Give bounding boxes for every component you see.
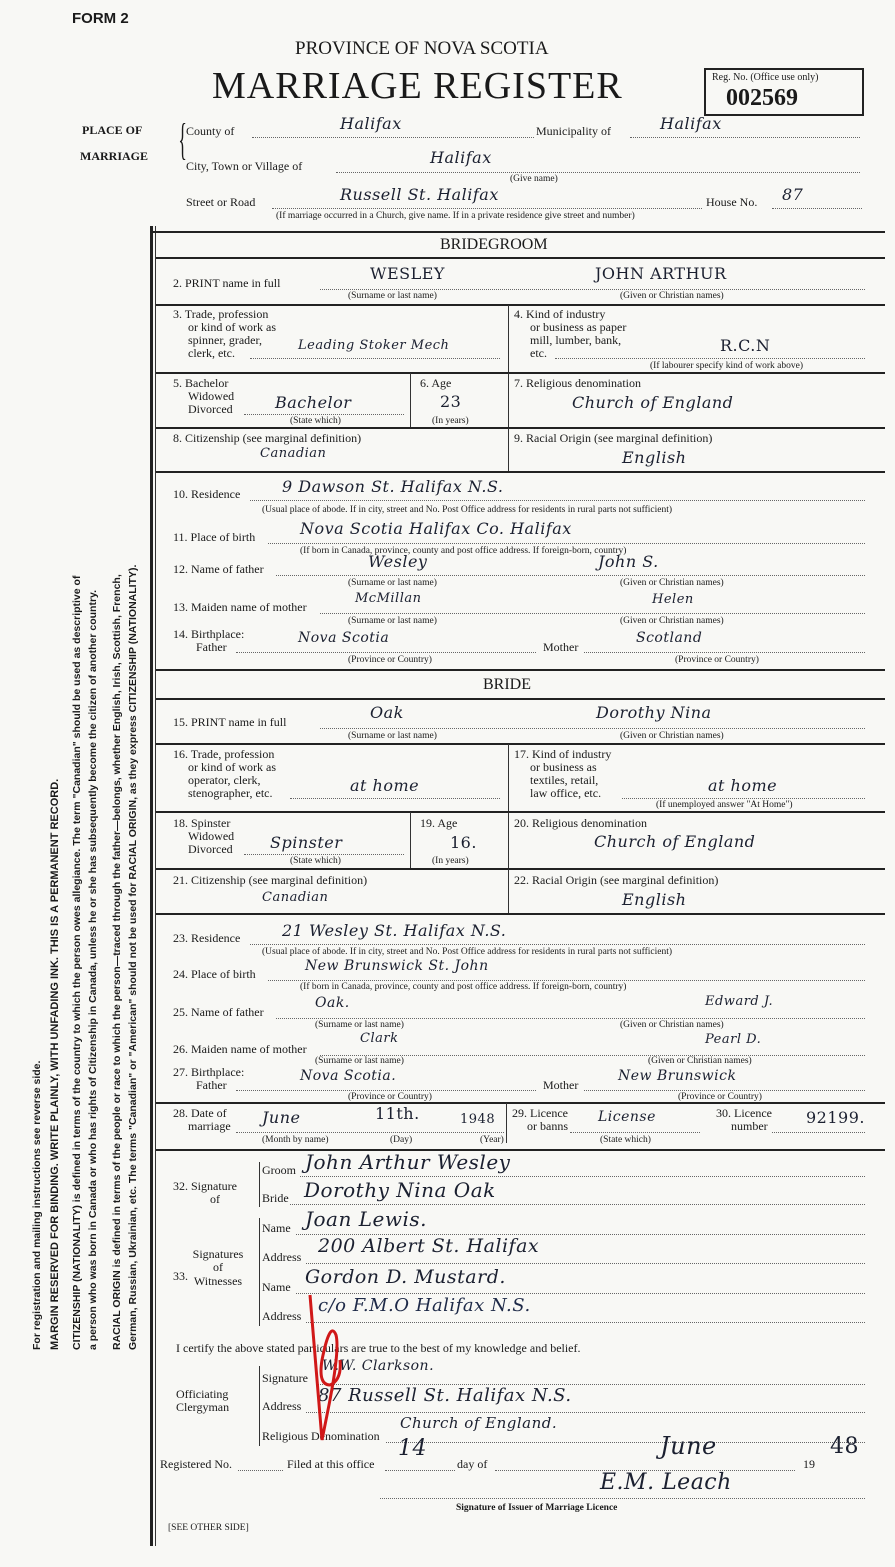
f32-label: 32. Signature — [173, 1179, 237, 1193]
f11-label: 11. Place of birth — [173, 530, 256, 544]
sub-label: (If born in Canada, province, county and post office address. If foreign-born, country) — [300, 982, 627, 992]
clergy-sig-label: Signature — [262, 1371, 308, 1385]
sub-label: (State which) — [600, 1135, 651, 1145]
bride-sig-label: Bride — [262, 1191, 289, 1205]
groom-racial: English — [622, 448, 687, 467]
groom-mother-surname: McMillan — [355, 591, 422, 606]
sub-label: (State which) — [290, 856, 341, 866]
form-number: FORM 2 — [72, 10, 129, 27]
bride-mother-given: Pearl D. — [705, 1032, 762, 1047]
f28-label: marriage — [188, 1119, 231, 1133]
f18-label: Widowed — [188, 829, 235, 843]
f3-label: 3. Trade, profession — [173, 307, 269, 321]
f25-label: 25. Name of father — [173, 1005, 264, 1019]
f17-label: textiles, retail, — [530, 773, 599, 787]
f27-label: 27. Birthplace: — [173, 1065, 245, 1079]
f4-label: mill, lumber, bank, — [530, 333, 622, 347]
f3-label: clerk, etc. — [188, 346, 235, 360]
sub-label: (If labourer specify kind of work above) — [650, 361, 803, 371]
groom-industry: R.C.N — [720, 336, 771, 355]
groom-trade: Leading Stoker Mech — [298, 338, 450, 353]
clergy-denomination: Church of England. — [400, 1414, 558, 1432]
f33-label: Signatures — [192, 1247, 244, 1261]
f17-label: 17. Kind of industry — [514, 747, 612, 761]
bride-residence: 21 Wesley St. Halifax N.S. — [282, 921, 507, 940]
street-value: Russell St. Halifax — [340, 185, 499, 204]
bride-signature: Dorothy Nina Oak — [304, 1178, 496, 1202]
f16-label: or kind of work as — [188, 760, 276, 774]
w1-name-label: Name — [262, 1221, 291, 1235]
f5-label: Widowed — [188, 389, 235, 403]
county-value: Halifax — [340, 114, 402, 133]
clergy-signature: W.W. Clarkson. — [322, 1358, 435, 1374]
bride-given: Dorothy Nina — [596, 703, 712, 722]
f19-label: 19. Age — [420, 816, 458, 830]
marriage-year: 1948 — [460, 1112, 496, 1127]
f10-label: 10. Residence — [173, 487, 241, 501]
f8-label: 8. Citizenship (see marginal definition) — [173, 431, 362, 445]
sub-label: (Surname or last name) — [348, 731, 437, 741]
bride-citizenship: Canadian — [262, 890, 329, 905]
groom-mother-bp: Scotland — [636, 630, 703, 646]
f6-label: 6. Age — [420, 376, 452, 390]
house-value: 87 — [782, 185, 804, 204]
w2-name-label: Name — [262, 1280, 291, 1294]
f18-label: Divorced — [188, 842, 233, 856]
f33-number: 33. — [173, 1269, 188, 1283]
filed-day: 14 — [398, 1436, 427, 1461]
sub-label: (Given or Christian names) — [620, 578, 724, 588]
bride-mother-surname: Clark — [360, 1031, 399, 1046]
groom-citizenship: Canadian — [260, 446, 327, 461]
city-label: City, Town or Village of — [186, 159, 303, 173]
groom-birthplace: Nova Scotia Halifax Co. Halifax — [300, 519, 572, 538]
clergy-denom-label: Religious Denomination — [262, 1429, 380, 1443]
sub-label: (Given or Christian names) — [620, 1020, 724, 1030]
f16-label: stenographer, etc. — [188, 786, 273, 800]
f4-label: etc. — [530, 346, 547, 360]
father-label: Father — [196, 1078, 227, 1092]
bride-industry: at home — [708, 776, 778, 795]
f3-label: or kind of work as — [188, 320, 276, 334]
bride-mother-bp: New Brunswick — [618, 1068, 737, 1084]
registered-label: Registered No. — [160, 1457, 232, 1471]
place-label: MARRIAGE — [80, 149, 148, 163]
sub-label: (Province or Country) — [348, 1092, 432, 1102]
marriage-month: June — [262, 1108, 301, 1127]
bride-father-given: Edward J. — [705, 994, 774, 1009]
bride-trade: at home — [350, 776, 420, 795]
place-label: PLACE OF — [82, 123, 143, 137]
groom-father-given: John S. — [598, 552, 659, 571]
f5-label: Divorced — [188, 402, 233, 416]
groom-sig-label: Groom — [262, 1163, 296, 1177]
sub-label: (In years) — [432, 416, 469, 426]
margin-line: CITIZENSHIP (NATIONALITY) is defined in terms of the country to which the person owes allegiance. The term "Canadian" should be used as descriptive of — [71, 575, 83, 1350]
father-label: Father — [196, 640, 227, 654]
bride-racial: English — [622, 890, 687, 909]
bride-father-surname: Oak. — [315, 995, 350, 1011]
sub-label: (Surname or last name) — [348, 578, 437, 588]
f23-label: 23. Residence — [173, 931, 241, 945]
groom-mother-given: Helen — [652, 592, 694, 607]
margin-line: RACIAL ORIGIN is defined in terms of the people or race to which the person—traced through the father—belongs, whether English, Irish, Scottish, French, — [111, 574, 123, 1350]
issuer-signature: E.M. Leach — [600, 1470, 732, 1495]
page-title: MARRIAGE REGISTER — [212, 65, 623, 107]
f4-label: 4. Kind of industry — [514, 307, 606, 321]
section-bride: BRIDE — [483, 676, 531, 693]
bride-status: Spinster — [270, 833, 343, 852]
f5-label: 5. Bachelor — [173, 376, 229, 390]
certify-statement: I certify the above stated particulars are true to the best of my knowledge and belief. — [176, 1341, 581, 1355]
f16-label: operator, clerk, — [188, 773, 261, 787]
margin-line: German, Russian, Ukrainian, etc. The terms "Canadian" or "American" should not be used for RACIAL ORIGIN, as they express CITIZENSHIP (NATIONALITY). — [127, 564, 139, 1350]
sub-label: (Year) — [480, 1135, 504, 1145]
f33-label: of — [213, 1260, 223, 1274]
sub-label: (State which) — [290, 416, 341, 426]
sub-label: (If unemployed answer "At Home") — [656, 800, 793, 810]
witness1-address: 200 Albert St. Halifax — [318, 1235, 540, 1257]
f28-label: 28. Date of — [173, 1106, 227, 1120]
sub-label: (Month by name) — [262, 1135, 329, 1145]
section-bridegroom: BRIDEGROOM — [440, 236, 548, 253]
marriage-day: 11th. — [375, 1104, 420, 1123]
w1-address-label: Address — [262, 1250, 302, 1264]
groom-father-surname: Wesley — [368, 552, 428, 571]
city-value: Halifax — [430, 148, 492, 167]
mother-label: Mother — [543, 1078, 579, 1092]
sub-label: (Surname or last name) — [315, 1056, 404, 1066]
issuer-label: Signature of Issuer of Marriage Licence — [456, 1503, 618, 1513]
bride-birthplace: New Brunswick St. John — [305, 958, 489, 974]
f13-label: 13. Maiden name of mother — [173, 600, 307, 614]
f30-label: 30. Licence — [716, 1106, 772, 1120]
licence-or-banns: License — [598, 1109, 656, 1125]
groom-surname: WESLEY — [370, 264, 445, 283]
clergy-address-label: Address — [262, 1399, 302, 1413]
filed-month: June — [660, 1432, 717, 1460]
year-prefix: 19 — [803, 1457, 815, 1471]
margin-line: a person who was born in Canada or who has rights of Citizenship in Canada, unless he or she has subsequently become the citizen of another country. — [87, 589, 99, 1350]
sub-label: (In years) — [432, 856, 469, 866]
f21-label: 21. Citizenship (see marginal definition) — [173, 873, 368, 887]
sub-label: (Given or Christian names) — [620, 291, 724, 301]
f18-label: 18. Spinster — [173, 816, 231, 830]
licence-number: 92199. — [806, 1108, 865, 1127]
groom-religion: Church of England — [572, 393, 734, 412]
groom-age: 23 — [440, 392, 462, 411]
sub-label: (Usual place of abode. If in city, street and No. Post Office address for residents in rural parts not sufficient) — [262, 947, 673, 957]
sub-label: (Day) — [390, 1135, 413, 1145]
sub-label: (Province or Country) — [678, 1092, 762, 1102]
f7-label: 7. Religious denomination — [514, 376, 641, 390]
sub-label: (Given or Christian names) — [648, 1056, 752, 1066]
f12-label: 12. Name of father — [173, 562, 264, 576]
filed-label: Filed at this office — [287, 1457, 375, 1471]
f3-label: spinner, grader, — [188, 333, 263, 347]
mother-label: Mother — [543, 640, 579, 654]
see-other-side: [SEE OTHER SIDE] — [168, 1523, 249, 1533]
clergy-address: 87 Russell St. Halifax N.S. — [318, 1385, 572, 1406]
f2-label: 2. PRINT name in full — [173, 276, 281, 290]
groom-given: JOHN ARTHUR — [595, 264, 727, 283]
f29-label: 29. Licence — [512, 1106, 568, 1120]
f9-label: 9. Racial Origin (see marginal definition) — [514, 431, 713, 445]
f4-label: or business as paper — [530, 320, 627, 334]
margin-line: MARGIN RESERVED FOR BINDING. WRITE PLAINLY, WITH UNFADING INK. THIS IS A PERMANENT RECORD. — [49, 778, 61, 1350]
sub-label: (Given or Christian names) — [620, 616, 724, 626]
street-label: Street or Road — [186, 195, 256, 209]
f30-label: number — [731, 1119, 768, 1133]
reg-number-box — [704, 68, 864, 116]
witness2-name: Gordon D. Mustard. — [305, 1266, 506, 1288]
groom-signature: John Arthur Wesley — [305, 1150, 511, 1174]
f15-label: 15. PRINT name in full — [173, 715, 287, 729]
province-title: PROVINCE OF NOVA SCOTIA — [295, 38, 549, 59]
sub-label: (Usual place of abode. If in city, street and No. Post Office address for residents in rural parts not sufficient) — [262, 505, 673, 515]
f33-label: Witnesses — [193, 1274, 243, 1288]
bride-age: 16. — [450, 833, 477, 852]
sub-label: (Province or Country) — [348, 655, 432, 665]
f24-label: 24. Place of birth — [173, 967, 256, 981]
sub-label: (Province or Country) — [675, 655, 759, 665]
clergy-label: Clergyman — [176, 1400, 230, 1414]
f16-label: 16. Trade, profession — [173, 747, 275, 761]
clergy-label: Officiating — [176, 1387, 229, 1401]
groom-status: Bachelor — [275, 393, 352, 412]
red-check-mark — [300, 1290, 360, 1450]
f32-label: of — [210, 1192, 220, 1206]
bride-surname: Oak — [370, 703, 404, 722]
f26-label: 26. Maiden name of mother — [173, 1042, 307, 1056]
sub-label: (If born in Canada, province, county and post office address. If foreign-born, country) — [300, 546, 627, 556]
house-label: House No. — [706, 195, 758, 209]
f29-label: or banns — [527, 1119, 568, 1133]
witness1-name: Joan Lewis. — [305, 1207, 427, 1231]
county-label: County of — [186, 124, 235, 138]
day-of-label: day of — [457, 1457, 488, 1471]
f17-label: law office, etc. — [530, 786, 602, 800]
sub-label: (Given or Christian names) — [620, 731, 724, 741]
give-name-note: (Give name) — [510, 174, 558, 184]
f14-label: 14. Birthplace: — [173, 627, 245, 641]
f20-label: 20. Religious denomination — [514, 816, 647, 830]
sub-label: (Surname or last name) — [315, 1020, 404, 1030]
reg-label: Reg. No. (Office use only) — [712, 72, 819, 83]
f17-label: or business as — [530, 760, 597, 774]
filed-year: 48 — [830, 1434, 859, 1459]
municipality-value: Halifax — [660, 114, 722, 133]
groom-residence: 9 Dawson St. Halifax N.S. — [282, 477, 504, 496]
margin-line: For registration and mailing instructions see reverse side. — [31, 1060, 43, 1350]
brace: { — [178, 115, 187, 164]
f22-label: 22. Racial Origin (see marginal definition) — [514, 873, 719, 887]
bride-father-bp: Nova Scotia. — [300, 1068, 397, 1084]
place-note: (If marriage occurred in a Church, give name. If in a private residence give street and number) — [276, 211, 635, 221]
bride-religion: Church of England — [594, 832, 756, 851]
w2-address-label: Address — [262, 1309, 302, 1323]
municipality-label: Municipality of — [536, 124, 611, 138]
groom-father-bp: Nova Scotia — [298, 630, 390, 646]
witness2-address: c/o F.M.O Halifax N.S. — [318, 1295, 531, 1316]
sub-label: (Surname or last name) — [348, 291, 437, 301]
reg-number: 002569 — [726, 85, 798, 111]
sub-label: (Surname or last name) — [348, 616, 437, 626]
